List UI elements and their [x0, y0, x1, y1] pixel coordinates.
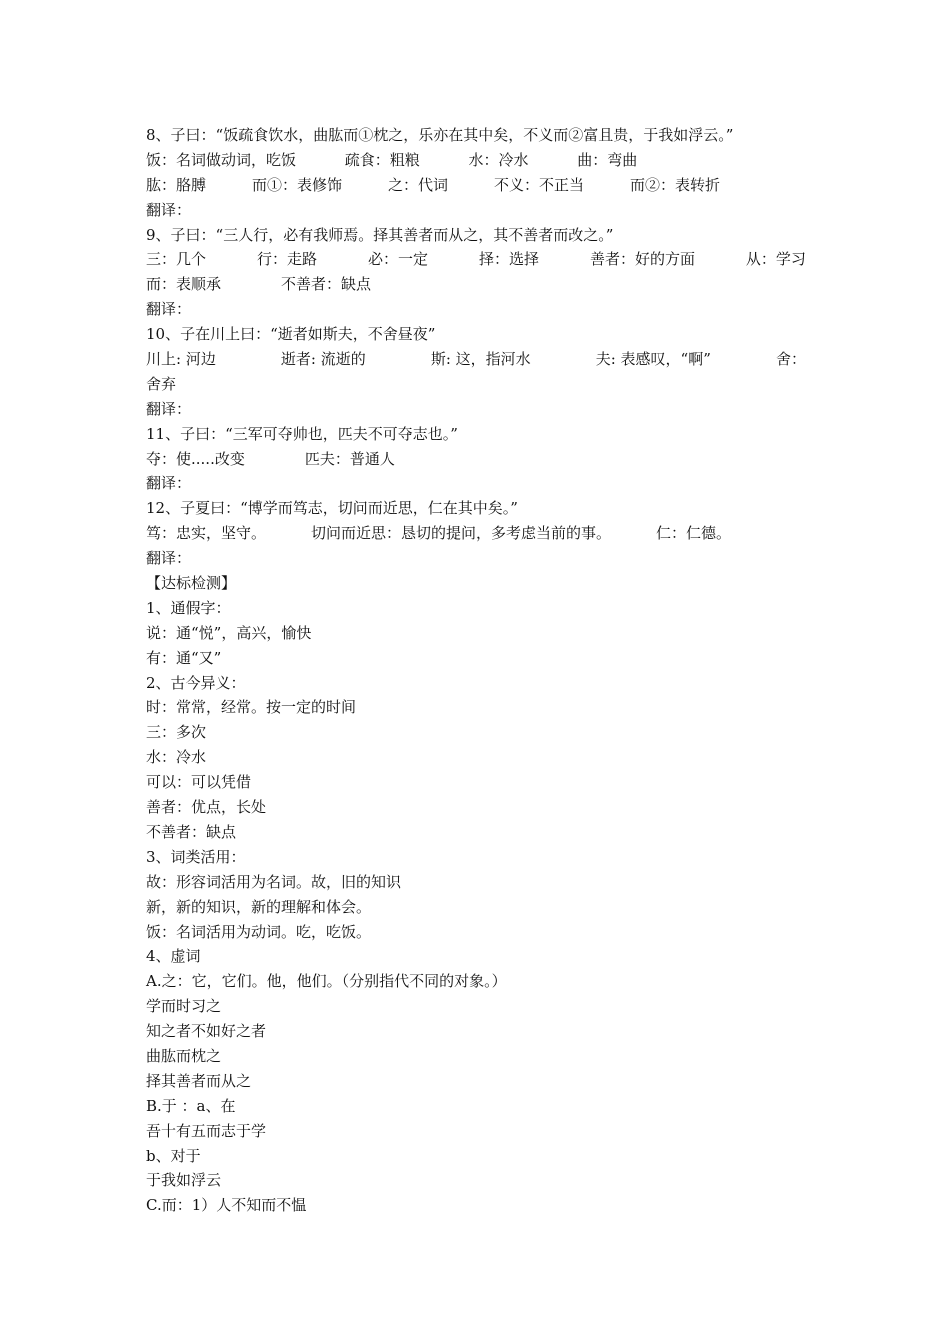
passage-10-notes-row-1 [146, 347, 806, 372]
passage-9-heading: 9、子曰：“三人行，必有我师焉。择其善者而从之，其不善者而改之。” [146, 225, 614, 244]
test-line: 3、词类活用： [146, 847, 246, 866]
passage-10-notes-row-2: 舍弃 [146, 374, 177, 393]
test-line: b、对于 [146, 1146, 201, 1165]
passage-11-notes-row-1 [146, 447, 806, 472]
translation-label: 翻译： [146, 200, 192, 219]
note: 川上: 河边 [146, 350, 216, 369]
test-line: 吾十有五而志于学 [146, 1121, 267, 1140]
test-line: C.而：1）人不知而不愠 [146, 1196, 307, 1215]
translation-label: 翻译： [146, 549, 192, 568]
note: 不义：不正当 [494, 175, 585, 194]
test-line: 可以：可以凭借 [146, 773, 252, 792]
note: 不善者：缺点 [281, 275, 372, 294]
note: 肱：胳膊 [146, 175, 207, 194]
translation-label: 翻译： [146, 399, 192, 418]
test-line: 善者：优点，长处 [146, 798, 267, 817]
note: 善者：好的方面 [589, 250, 695, 269]
note: 曲：弯曲 [577, 150, 638, 169]
note: 切问而近思：恳切的提问，多考虑当前的事。 [311, 524, 612, 543]
note: 笃：忠实，坚守。 [146, 524, 267, 543]
test-line: 水：冷水 [146, 748, 207, 767]
note: 而①：表修饰 [252, 175, 343, 194]
test-line: 饭：名词活用为动词。吃，吃饭。 [146, 922, 372, 941]
test-line: 说：通“悦”，高兴，愉快 [146, 623, 312, 642]
note: 饭：名词做动词，吃饭 [146, 150, 297, 169]
test-line: 三：多次 [146, 723, 207, 742]
passage-11-heading: 11、子曰：“三军可夺帅也，匹夫不可夺志也。” [146, 424, 458, 443]
note: 之：代词 [388, 175, 449, 194]
test-line: 时：常常，经常。按一定的时间 [146, 698, 357, 717]
note: 择：选择 [478, 250, 539, 269]
note: 三：几个 [146, 250, 207, 269]
test-line: 新，新的知识，新的理解和体会。 [146, 897, 372, 916]
test-line: 学而时习之 [146, 997, 222, 1016]
test-line: 2、古今异义： [146, 673, 246, 692]
passage-8-notes-row-1 [146, 148, 806, 173]
test-section-title: 【达标检测】 [146, 574, 237, 593]
note: 仁：仁德。 [656, 524, 732, 543]
test-line: 1、通假字： [146, 598, 231, 617]
note: 从：学习 [745, 250, 806, 269]
test-line: 择其善者而从之 [146, 1071, 252, 1090]
note: 而：表顺承 [146, 275, 222, 294]
passage-9-notes-row-2 [146, 272, 806, 297]
translation-label: 翻译： [146, 300, 192, 319]
note: 疏食：粗粮 [344, 150, 420, 169]
note: 逝者: 流逝的 [280, 350, 366, 369]
document-page [146, 123, 806, 1218]
note: 而②：表转折 [630, 175, 721, 194]
note: 舍： [775, 350, 806, 369]
test-line: 于我如浮云 [146, 1171, 222, 1190]
test-line: A.之：它，它们。他，他们。（分别指代不同的对象。） [146, 972, 507, 991]
passage-12-heading: 12、子夏曰：“博学而笃志，切问而近思，仁在其中矣。” [146, 499, 518, 518]
note: 斯: 这，指河水 [430, 350, 531, 369]
test-line: 曲肱而枕之 [146, 1046, 222, 1065]
passage-8-notes-row-2 [146, 173, 806, 198]
test-line: 4、虚词 [146, 947, 201, 966]
passage-12-notes-row-1 [146, 521, 806, 546]
note: 必：一定 [367, 250, 428, 269]
passage-9-notes-row-1 [146, 247, 806, 272]
test-line: 知之者不如好之者 [146, 1022, 267, 1041]
test-line: 有：通“又” [146, 648, 222, 667]
test-line: 故：形容词活用为名词。故，旧的知识 [146, 872, 402, 891]
test-line: B.于 ：a、在 [146, 1096, 236, 1115]
passage-8-heading: 8、子曰：“饭疏食饮水，曲肱而①枕之，乐亦在其中矣，不义而②富且贵，于我如浮云。” [146, 126, 734, 144]
note: 行：走路 [256, 250, 317, 269]
passage-10-heading: 10、子在川上曰：“逝者如斯夫，不舍昼夜” [146, 325, 436, 344]
note: 匹夫：普通人 [304, 449, 395, 468]
test-line: 不善者：缺点 [146, 822, 237, 841]
note: 夺：使.....改变 [146, 449, 245, 468]
note: 夫: 表感叹，“啊” [595, 350, 711, 369]
note: 水：冷水 [468, 150, 529, 169]
translation-label: 翻译： [146, 474, 192, 493]
